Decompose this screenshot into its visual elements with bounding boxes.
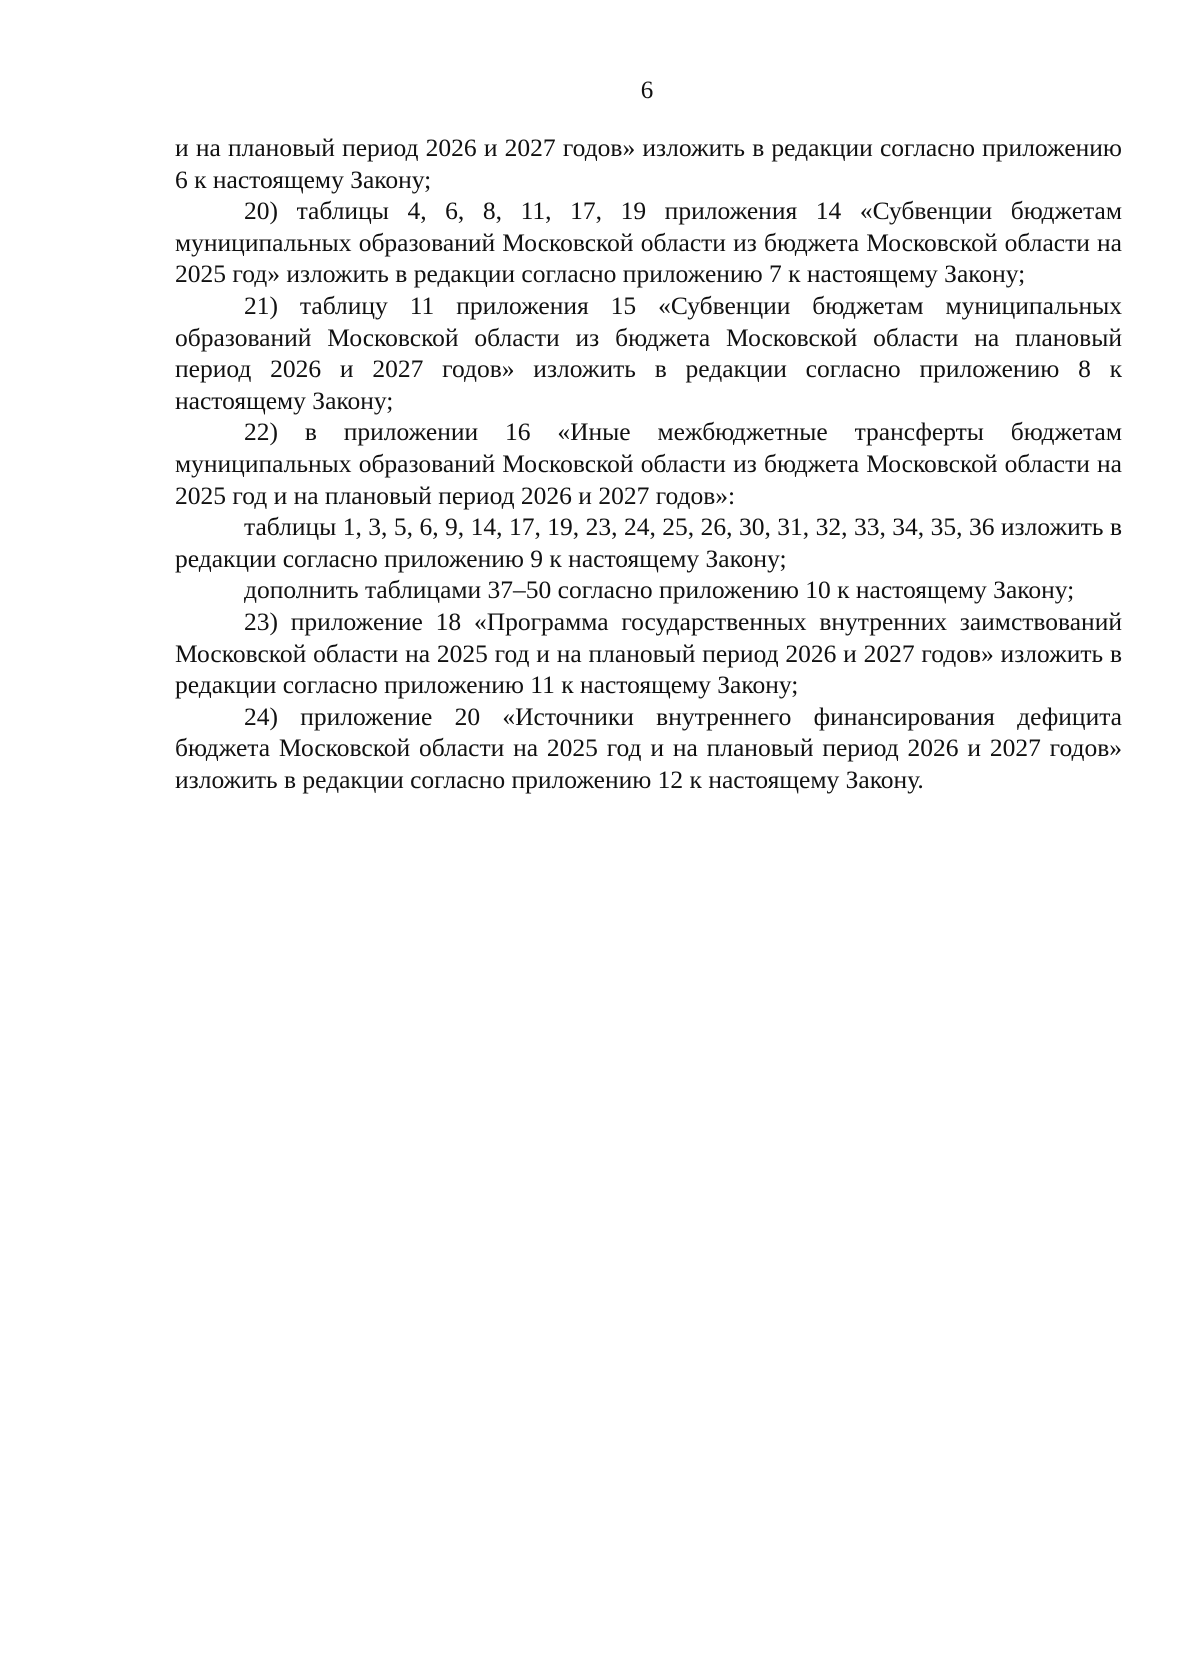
paragraph-item-24: 24) приложение 20 «Источники внутреннего финансирования дефицита бюджета Московской области на 2025 год и на плановый период 2026 и 2027 годов» изложить в редакции согласно приложению 12 к настоящему Закону. (175, 701, 1122, 794)
document-body (175, 132, 1122, 795)
paragraph-item-22: 22) в приложении 16 «Иные межбюджетные трансферты бюджетам муниципальных образований Московской области из бюджета Московской области на 2025 год и на плановый период 2026 и 2027 годов»: (175, 417, 1122, 510)
paragraph-item-20: 20) таблицы 4, 6, 8, 11, 17, 19 приложения 14 «Субвенции бюджетам муниципальных образований Московской области из бюджета Московской области на 2025 год» изложить в редакции согласно приложению 7 к настоящему Закону; (175, 196, 1122, 289)
paragraph-item-23: 23) приложение 18 «Программа государственных внутренних заимствований Московской области на 2025 год и на плановый период 2026 и 2027 годов» изложить в редакции согласно приложению 11 к настоящему Закону; (175, 606, 1122, 700)
paragraph-item-22-supplement: дополнить таблицами 37–50 согласно приложению 10 к настоящему Закону; (244, 575, 1075, 605)
paragraph-item-21: 21) таблицу 11 приложения 15 «Субвенции бюджетам муниципальных образований Московской области из бюджета Московской области на плановый период 2026 и 2027 годов» изложить в редакции согласно приложению 8 к настоящему Закону; (175, 290, 1122, 415)
page-number: 6 (640, 77, 654, 104)
paragraph-item-22-tables: таблицы 1, 3, 5, 6, 9, 14, 17, 19, 23, 24, 25, 26, 30, 31, 32, 33, 34, 35, 36 изложить в редакции согласно приложению 9 к настоящему Закону; (175, 512, 1122, 573)
paragraph-continuation: и на плановый период 2026 и 2027 годов» изложить в редакции согласно приложению 6 к настоящему Закону; (175, 133, 1122, 194)
